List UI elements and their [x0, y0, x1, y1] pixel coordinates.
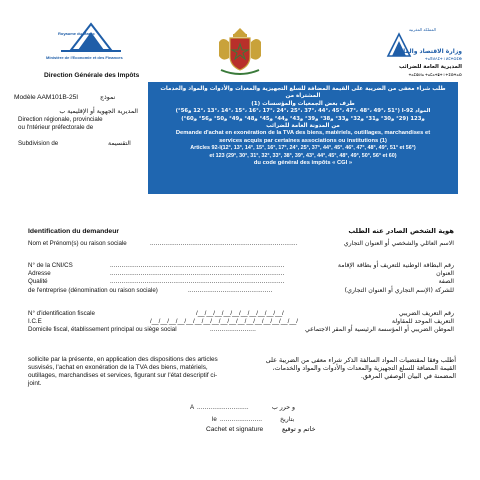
left-logo-ministry: Ministère de l'Economie et des Finances [46, 55, 123, 60]
fiscal-id-field[interactable]: /__/__/__/__/__/__/__/__/__/__/ [196, 310, 284, 317]
banner-fr-2: services acquis par certaines associations ou institutions (1) [219, 137, 387, 144]
ministry-logo-icon [36, 22, 146, 58]
quality-label-fr: Qualité [28, 278, 48, 285]
right-logo [360, 18, 470, 88]
request-ar-3: المضمنة في البيان الوصفي المرفق. [360, 372, 456, 380]
regional-ar: المديرية الجهوية أو الإقليمية ب [59, 108, 138, 115]
cni-label-fr: N° de la CNI/CS [28, 262, 73, 269]
right-direction-tif: ⵜⴰⵎⵀⵍⴰ ⵜⴰⵎⴰⵜⵓⵜ ⵏ ⵜⵉⵙⵖⴰⵔ [408, 73, 462, 77]
name-field[interactable]: ............................................................................. [150, 240, 298, 247]
regional-fr-2: ou l'ntérieur préfectorale de [18, 124, 94, 131]
banner-ar-4: و123 (29° و30° و31° و32° و33° و38° و39° و43° و44° و45° و48° و49° و50° و56° و60°) [181, 115, 425, 122]
identification-title-fr: Identification du demandeur [28, 228, 120, 235]
ice-field[interactable]: /__/__/__/__/__/__/__/__/__/__/__/__/__/__/__/__/__/ [150, 318, 298, 325]
banner-fr-3: Articles 92-I(12°, 13°, 14°, 15°, 16°, 17°, 24°, 25°, 37°, 44°, 45°, 46°, 47°, 48°, 49°, 51° et 56°) [190, 145, 416, 152]
company-label-ar: للشركة (الإسم التجاري أو العنوان التجاري) [344, 287, 454, 294]
ministry-logo-icon-right [384, 32, 414, 60]
name-label-ar: الاسم العائلي والشخصي أو العنوان التجاري [343, 240, 454, 247]
place-label-fr: A [190, 404, 195, 411]
domicile-field[interactable]: ........................ [210, 326, 257, 333]
date-label-fr: le [212, 416, 217, 423]
right-logo-tifinagh: ⵜⴰⴳⵍⴷⵉⵜ ⵏ ⵍⵎⵖⵔⵉⴱ [424, 57, 462, 61]
request-ar-2: القيمة المضافة للسلع التجهيزية والمعدات والأدوات والمواد والخدمات، [272, 364, 456, 372]
coat-of-arms-icon [213, 24, 267, 80]
quality-label-ar: الصفة [438, 278, 454, 285]
stamp-label-fr: Cachet et signature [206, 426, 264, 433]
banner-ar-1: طلب شراء معفى من الضريبة على القيمة المضافة للسلع التجهيزية والمعدات والأدوات والمواد والخدمات المشتراة من [160, 86, 446, 100]
banner-ar-3: المواد 92-I (12°، 13°، 14°، 15°، 16°، 17°، 24°، 25°، 37°، 44°، 45°، 47°، 48°، 49°، 51° و56°) [175, 108, 431, 115]
quality-field[interactable]: ........................................................................................... [110, 278, 285, 285]
right-logo-country: المملكة المغربية [408, 27, 436, 32]
stamp-label-ar: خاتم و توقيع [282, 425, 316, 433]
name-label-fr: Nom et Prénom(s) ou raison sociale [28, 240, 127, 247]
place-label-ar: و حرر ب [272, 404, 295, 411]
company-label-fr: de l'entreprise (dénomination ou raison sociale) [28, 287, 158, 294]
banner-fr-4: et 123 (29°, 30°, 31°, 32°, 33°, 38°, 39°, 43°, 44°, 45°, 48°, 49°, 50°, 56° et 60) [209, 152, 397, 159]
ice-label-fr: I.C.E [28, 318, 42, 325]
left-logo-country: Royaume du Maroc [58, 31, 95, 36]
model-number: Modèle AAM101B-25I [14, 94, 79, 101]
cni-label-ar: رقم البطاقة الوطنية للتعريف أو بطاقة الإقامة [337, 262, 454, 269]
form-title-banner [148, 82, 458, 194]
subdivision-fr: Subdivision de [18, 140, 59, 147]
right-direction-ar: المديرية العامة للضرائب [398, 64, 462, 70]
place-field[interactable]: ........................... [197, 404, 249, 411]
banner-fr-1: Demande d'achat en exonération de la TVA des biens, matériels, outillages, marchandises et [175, 130, 431, 137]
fiscal-id-label-ar: رقم التعريف الضريبي [398, 310, 454, 317]
request-fr-2: susvisés, l'achat en exonération de la TVA des biens, matériels, [28, 364, 208, 371]
request-text-fr [28, 356, 228, 388]
request-ar-1: أطلب وفقا لمقتضيات المواد السالفة الذكر شراء معفى من الضريبة على [265, 356, 456, 364]
right-logo-ministry: وزارة الاقتصاد والمالية [394, 48, 462, 55]
model-label-ar: نموذج [100, 94, 116, 101]
address-field[interactable]: ........................................................................................... [110, 270, 285, 277]
date-label-ar: بتاريخ [280, 416, 295, 423]
identification-title-ar: هوية الشخص الصادر عنه الطلب [348, 227, 454, 235]
ice-label-ar: التعريف الموحد للمقاولة [391, 318, 454, 325]
domicile-label-fr: Domicile fiscal, établissement principal ou siège social [28, 326, 177, 333]
banner-fr-5: du code général des impôts « CGI » [253, 160, 353, 167]
company-field[interactable]: ............................................ [188, 287, 273, 294]
cni-field[interactable]: ........................................................................................... [110, 262, 285, 269]
banner-ar-5: من المدونة العامة للضرائب [266, 123, 340, 130]
request-fr-1: sollicite par la présente, en application des dispositions des articles [28, 356, 218, 363]
request-text-ar [246, 356, 456, 380]
address-label-fr: Adresse [28, 270, 51, 277]
domicile-label-ar: الموطن الضريبي أو المؤسسة الرئيسية أو المقر الاجتماعي [304, 326, 454, 333]
request-fr-3: outillages, marchandises et services, figurant sur l'état descriptif ci- [28, 372, 218, 379]
left-direction: Direction Générale des Impôts [44, 72, 140, 79]
banner-ar-2: طرف بعض الجمعيات والمؤسسات (1) [251, 100, 355, 107]
subdivision-ar: التقسيمة [108, 140, 131, 147]
fiscal-id-label-fr: N° d'identification fiscale [28, 310, 95, 317]
regional-fr-1: Direction régionale, provinciale [18, 116, 103, 123]
address-label-ar: العنوان [436, 270, 454, 277]
date-field[interactable]: ...................... [220, 416, 263, 423]
emblem [213, 24, 267, 80]
request-fr-4: joint. [28, 380, 42, 387]
